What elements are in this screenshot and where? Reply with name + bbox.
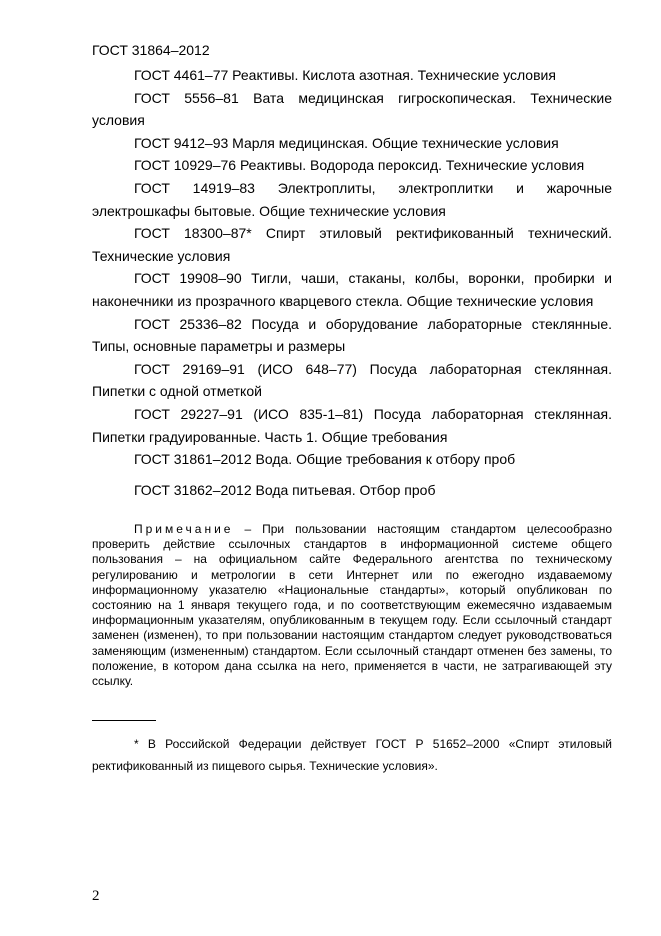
reference-item: ГОСТ 14919–83 Электроплиты, электроплитки и жарочные электрошкафы бытовые. Общие технические условия bbox=[92, 179, 612, 219]
document-header: ГОСТ 31864–2012 bbox=[92, 42, 210, 58]
footnote-separator bbox=[92, 720, 156, 721]
reference-item: ГОСТ 25336–82 Посуда и оборудование лабораторные стеклянные. Типы, основные параметры и размеры bbox=[92, 315, 612, 355]
reference-item: ГОСТ 9412–93 Марля медицинская. Общие технические условия bbox=[134, 134, 559, 151]
normative-references bbox=[92, 64, 612, 501]
reference-item: ГОСТ 31861–2012 Вода. Общие требования к отбору проб bbox=[134, 451, 516, 468]
note-text: – При пользовании настоящим стандартом целесообразно проверить действие ссылочных стандартов в информационной системе общего пользования – на официальном сайте Федерального агентства по техническому регулированию и метрологии в сети Интернет или по ежегодно издаваемому информационному указателю «Национальные стандарты», который опубликован по состоянию на 1 января текущего года, и по соответствующим ежемесячно издаваемым информационным указателям, опубликованным в текущем году. Если ссылочный стандарт заменен (изменен), то при пользовании настоящим стандартом следует руководствоваться заменяющим (измененным) стандартом. Если ссылочный стандарт отменен без замены, то положение, в котором дана ссылка на него, применяется в части, не затрагивающей эту ссылку. bbox=[92, 522, 612, 689]
reference-item: ГОСТ 29169–91 (ИСО 648–77) Посуда лабораторная стеклянная. Пипетки с одной отметкой bbox=[92, 360, 612, 400]
reference-item: ГОСТ 19908–90 Тигли, чаши, стаканы, колбы, воронки, пробирки и наконечники из прозрачного кварцевого стекла. Общие технические условия bbox=[92, 270, 612, 309]
reference-item: ГОСТ 4461–77 Реактивы. Кислота азотная. Технические условия bbox=[134, 67, 556, 83]
reference-item: ГОСТ 5556–81 Вата медицинская гигроскопическая. Технические условия bbox=[92, 89, 612, 129]
note-label: Примечание bbox=[134, 522, 234, 536]
reference-item: ГОСТ 10929–76 Реактивы. Водорода пероксид. Технические условия bbox=[134, 157, 585, 174]
note-paragraph bbox=[92, 522, 612, 689]
reference-item: ГОСТ 18300–87* Спирт этиловый ректификованный технический. Технические условия bbox=[92, 225, 612, 264]
page-number: 2 bbox=[92, 888, 100, 904]
reference-item: ГОСТ 29227–91 (ИСО 835-1–81) Посуда лабораторная стеклянная. Пипетки градуированные. Часть 1. Общие требования bbox=[92, 405, 612, 445]
footnote: * В Российской Федерации действует ГОСТ Р 51652–2000 «Спирт этиловый ректификованный из пищевого сырья. Технические условия». bbox=[92, 737, 612, 773]
reference-item: ГОСТ 31862–2012 Вода питьевая. Отбор проб bbox=[134, 481, 436, 498]
